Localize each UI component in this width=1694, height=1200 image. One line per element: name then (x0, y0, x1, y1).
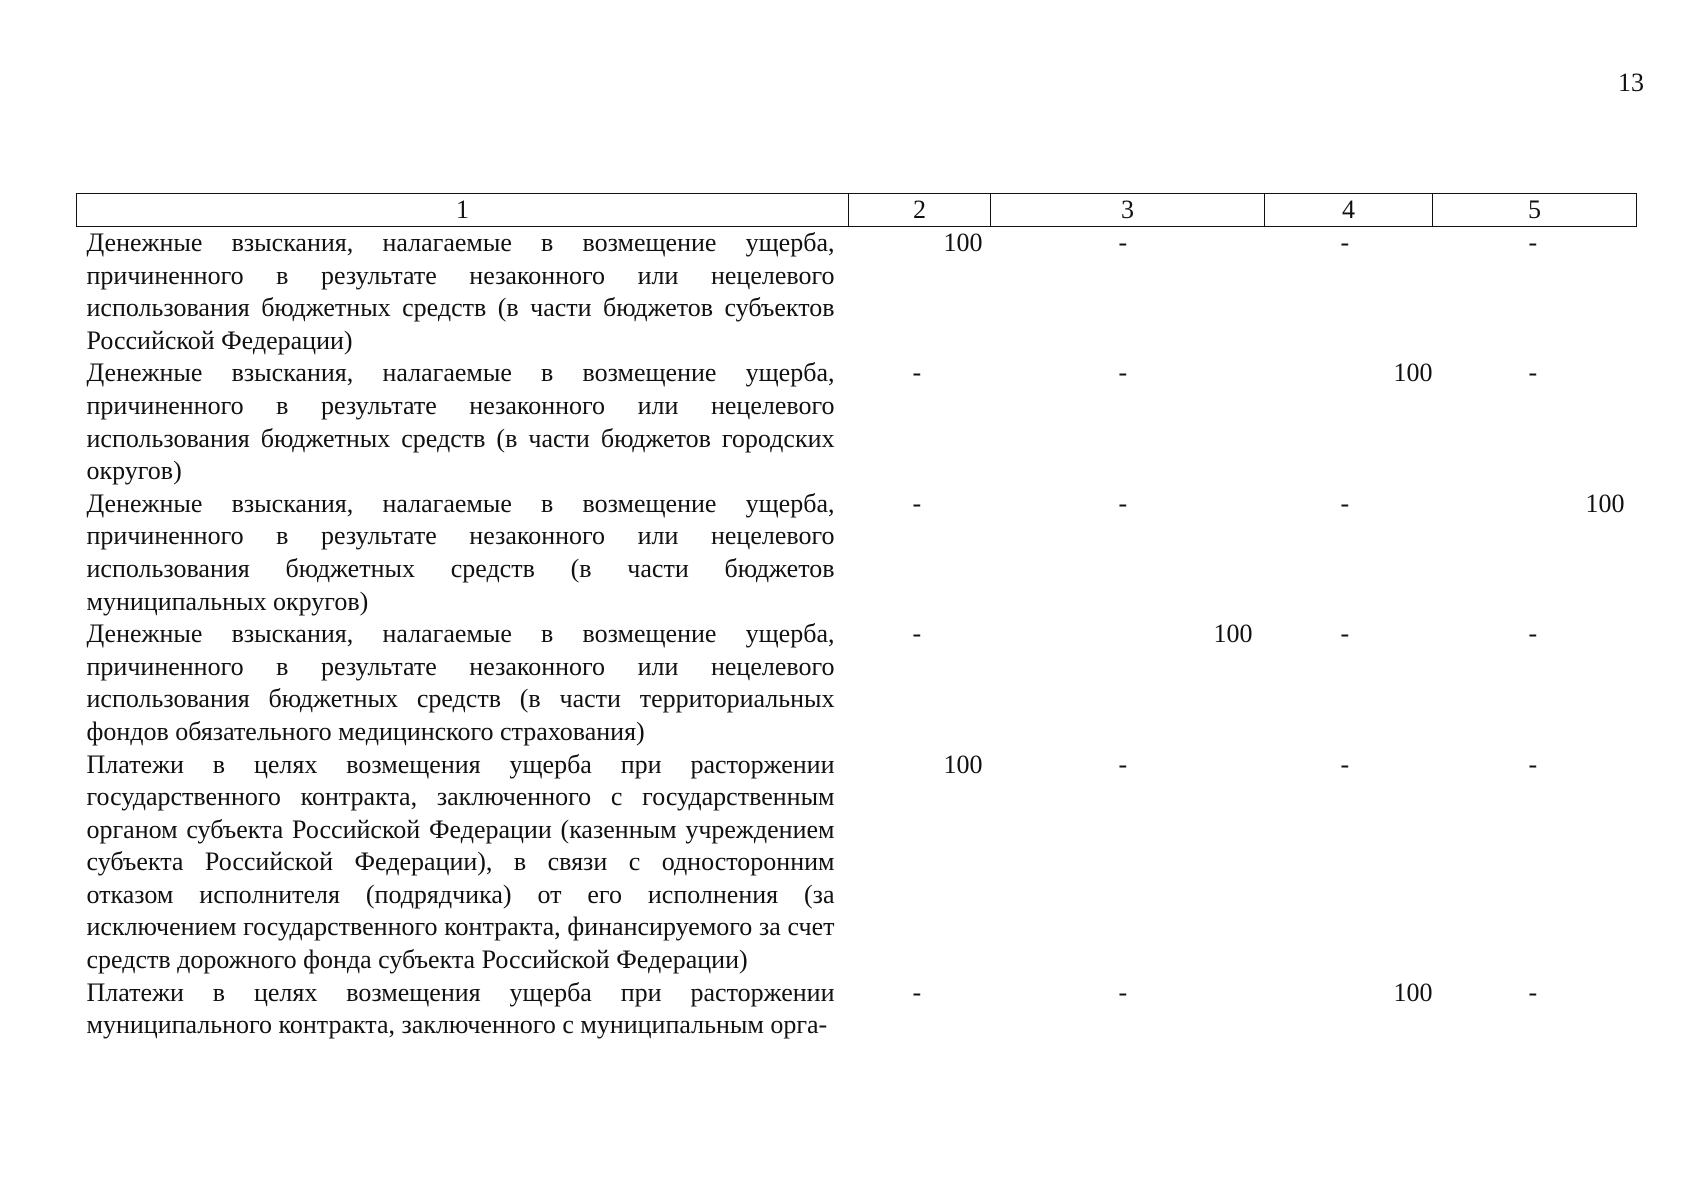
cell-col-5: - (1528, 619, 1538, 649)
cell-col-4: - (1340, 228, 1350, 257)
cell-col-3: - (1118, 228, 1128, 257)
table-row (77, 488, 1637, 618)
header-col-5: 5 (1433, 194, 1637, 227)
cell-col-4: - (1340, 749, 1350, 779)
cell-col-4: 100 (1393, 358, 1433, 388)
cell-col-2: - (912, 358, 922, 388)
cell-col-2: 100 (943, 749, 983, 779)
row-description: Платежи в целях возмещения ущерба при расторжении муниципального контракта, заключенного с муниципальным орга- (86, 977, 835, 1040)
table-row (77, 357, 1637, 487)
header-col-4: 4 (1265, 194, 1433, 227)
table-row (77, 618, 1637, 748)
cell-col-5: 100 (1585, 488, 1625, 518)
row-description: Денежные взыскания, налагаемые в возмещение ущерба, причиненного в результате незаконного или нецелевого использования бюджетных средств (в части бюджетов муниципальных округов) (86, 488, 835, 616)
row-description: Денежные взыскания, налагаемые в возмещение ущерба, причиненного в результате незаконного или нецелевого использования бюджетных средств (в части территориальных фондов обязательного медицинского страхования) (86, 619, 835, 746)
row-description: Платежи в целях возмещения ущерба при расторжении государственного контракта, заключенного с государственным органом субъекта Российской Федерации (казенным учреждением субъекта Российской Федерации), в связи с односторонним отказом исполнителя (подрядчика) от его исполнения (за исключением государственного контракта, финансируемого за счет средств дорожного фонда субъекта Российской Федерации) (86, 749, 835, 975)
page-number: 13 (1618, 68, 1644, 97)
cell-col-3: - (1118, 977, 1128, 1007)
cell-col-5: - (1528, 977, 1538, 1007)
table-row (77, 749, 1637, 977)
table-row (77, 977, 1637, 1042)
cell-col-2: - (912, 977, 922, 1007)
table-row (77, 227, 1637, 358)
table-header (77, 194, 1637, 227)
header-col-3: 3 (991, 194, 1265, 227)
table-body (77, 227, 1637, 1042)
cell-col-3: - (1118, 488, 1128, 518)
cell-col-4: - (1340, 619, 1350, 649)
distribution-table (76, 193, 1637, 1042)
row-description: Денежные взыскания, налагаемые в возмещение ущерба, причиненного в результате незаконного или нецелевого использования бюджетных средств (в части бюджетов городских округов) (86, 358, 835, 486)
cell-col-5: - (1528, 749, 1538, 779)
header-col-2: 2 (849, 194, 991, 227)
cell-col-3: - (1118, 358, 1128, 388)
cell-col-3: - (1118, 749, 1128, 779)
scan-artifact (650, 1168, 740, 1174)
cell-col-2: - (912, 488, 922, 518)
cell-col-5: - (1528, 228, 1538, 257)
cell-col-2: 100 (943, 228, 983, 257)
cell-col-3: 100 (1213, 619, 1253, 649)
header-row (77, 194, 1637, 227)
cell-col-5: - (1528, 358, 1538, 388)
cell-col-2: - (912, 619, 922, 649)
row-description: Денежные взыскания, налагаемые в возмещение ущерба, причиненного в результате незаконного или нецелевого использования бюджетных средств (в части бюджетов субъектов Российской Федерации) (86, 228, 835, 355)
cell-col-4: - (1340, 488, 1350, 518)
header-col-1: 1 (77, 194, 849, 227)
cell-col-4: 100 (1393, 977, 1433, 1007)
